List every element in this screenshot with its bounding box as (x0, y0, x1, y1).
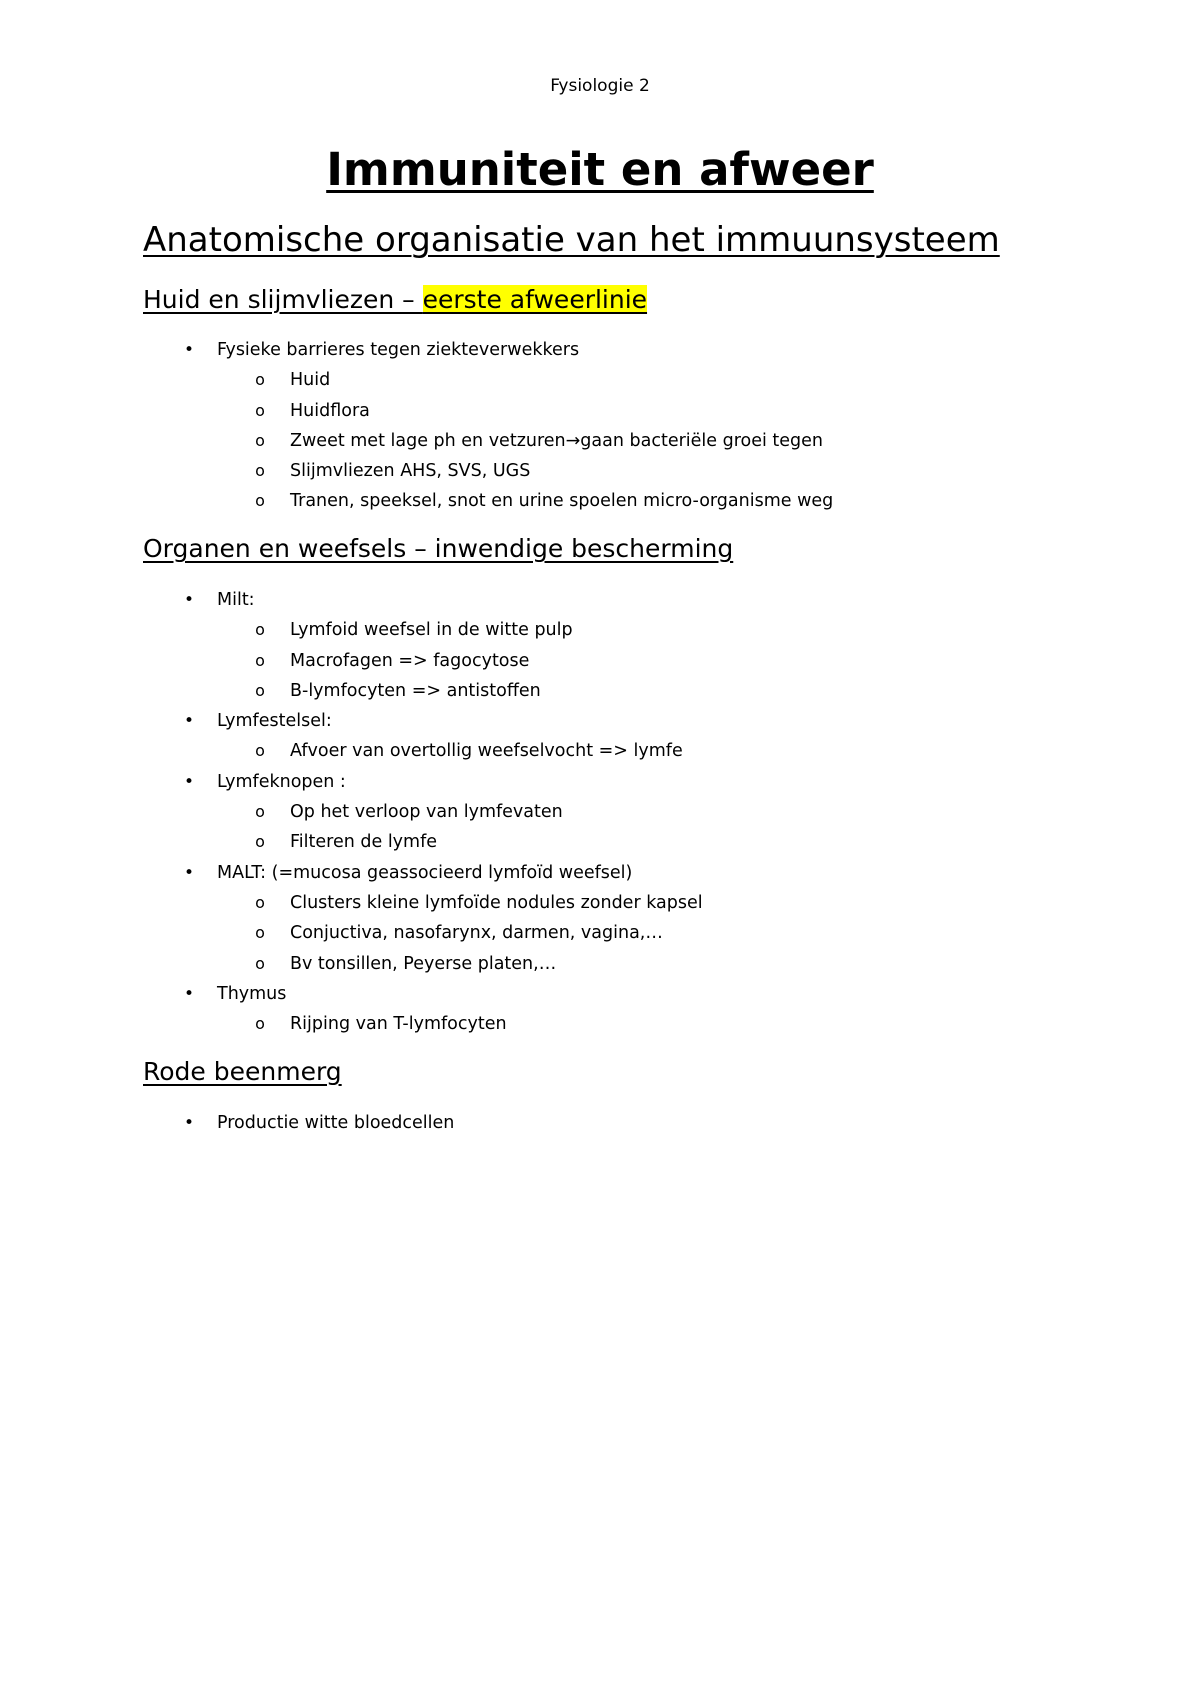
list-item-text: Fysieke barrieres tegen ziekteverwekkers (217, 340, 580, 360)
sub-list-item-text: Slijmvliezen AHS, SVS, UGS (290, 461, 531, 482)
sub-list-item (217, 949, 703, 979)
sub-list-item-text: Rijping van T-lymfocyten (290, 1014, 507, 1035)
circle-bullet-icon: o (255, 491, 265, 511)
circle-bullet-icon: o (255, 400, 265, 420)
page-title: Immuniteit en afweer (326, 143, 874, 196)
sub-list (217, 797, 703, 858)
circle-bullet-icon: o (255, 802, 265, 822)
circle-bullet-icon: o (255, 620, 265, 640)
sub-list-item-text: Zweet met lage ph en vetzuren→gaan bacteriële groei tegen (290, 430, 824, 451)
bullet-icon: • (183, 1113, 195, 1133)
sub-list-item (217, 736, 703, 766)
sub-list (217, 736, 703, 766)
sub-list (217, 888, 703, 979)
list-item (0, 858, 703, 979)
sub-list-item-text: Op het verloop van lymfevaten (290, 802, 563, 823)
sub-list (217, 1009, 703, 1039)
section-heading-text: Rode beenmerg (143, 1057, 342, 1086)
sub-list-item (217, 888, 703, 918)
sub-list-item (217, 676, 703, 706)
list-item-text: Lymfeknopen : (217, 771, 346, 792)
list-item-text: Lymfestelsel: (217, 711, 332, 732)
sub-list-item-text: Huid (290, 370, 331, 391)
circle-bullet-icon: o (255, 923, 265, 943)
bullet-list-beenmerg (0, 1108, 454, 1138)
sub-list-item-text: Afvoer van overtollig weefselvocht => lymfe (290, 741, 683, 762)
list-item-text: MALT: (=mucosa geassocieerd lymfoïd weefsel) (217, 862, 633, 883)
section-heading-text: Organen en weefsels – inwendige bescherming (143, 534, 734, 563)
list-item (0, 335, 833, 517)
sub-list-item (217, 918, 703, 948)
sub-list-item-text: Huidflora (290, 400, 370, 421)
sub-list-item-text: Filteren de lymfe (290, 832, 438, 853)
bullet-icon: • (183, 771, 195, 792)
sub-list-item (217, 365, 833, 395)
bullet-icon: • (183, 340, 195, 360)
list-item (0, 979, 703, 1040)
sub-list-item (217, 486, 833, 516)
section-heading-text: Huid en slijmvliezen – (143, 285, 423, 314)
list-item (0, 585, 703, 706)
bullet-icon: • (183, 711, 195, 732)
list-item (0, 767, 703, 858)
sub-list-item (217, 797, 703, 827)
chapter-heading: Anatomische organisatie van het immuunsysteem (143, 220, 1000, 260)
sub-list (217, 615, 703, 706)
list-item-text: Milt: (217, 590, 255, 610)
bullet-icon: • (183, 590, 195, 610)
sub-list-item (217, 827, 703, 857)
circle-bullet-icon: o (255, 892, 265, 912)
section-heading-organen (143, 532, 733, 566)
section-heading-beenmerg (143, 1055, 342, 1089)
sub-list-item-text: Conjuctiva, nasofarynx, darmen, vagina,… (290, 923, 663, 944)
sub-list-item-text: Bv tonsillen, Peyerse platen,… (290, 953, 557, 974)
circle-bullet-icon: o (255, 680, 265, 700)
bullet-icon: • (183, 983, 195, 1004)
list-item-text: Thymus (217, 983, 287, 1004)
circle-bullet-icon: o (255, 1014, 265, 1034)
circle-bullet-icon: o (255, 370, 265, 390)
sub-list (217, 365, 833, 516)
sub-list-item-text: Lymfoid weefsel in de witte pulp (290, 620, 573, 641)
sub-list-item (217, 615, 703, 645)
sub-list-item (217, 646, 703, 676)
circle-bullet-icon: o (255, 650, 265, 670)
list-item-text: Productie witte bloedcellen (217, 1113, 455, 1133)
circle-bullet-icon: o (255, 461, 265, 481)
circle-bullet-icon: o (255, 953, 265, 973)
bullet-icon: • (183, 862, 195, 883)
sub-list-item-text: Clusters kleine lymfoïde nodules zonder kapsel (290, 892, 703, 913)
sub-list-item-text: Macrofagen => fagocytose (290, 650, 530, 671)
circle-bullet-icon: o (255, 832, 265, 852)
sub-list-item (217, 396, 833, 426)
circle-bullet-icon: o (255, 430, 265, 450)
highlighted-heading-text: eerste afweerlinie (422, 285, 648, 314)
sub-list-item (217, 1009, 703, 1039)
list-item (0, 706, 703, 767)
circle-bullet-icon: o (255, 741, 265, 761)
sub-list-item-text: B-lymfocyten => antistoffen (290, 680, 541, 701)
section-heading-huid (143, 283, 647, 317)
running-header: Fysiologie 2 (550, 76, 650, 96)
list-item (0, 1108, 454, 1138)
bullet-list-organen (0, 585, 703, 1039)
sub-list-item (217, 426, 833, 456)
sub-list-item-text: Tranen, speeksel, snot en urine spoelen micro-organisme weg (290, 491, 834, 512)
bullet-list-huid (0, 335, 833, 517)
sub-list-item (217, 456, 833, 486)
